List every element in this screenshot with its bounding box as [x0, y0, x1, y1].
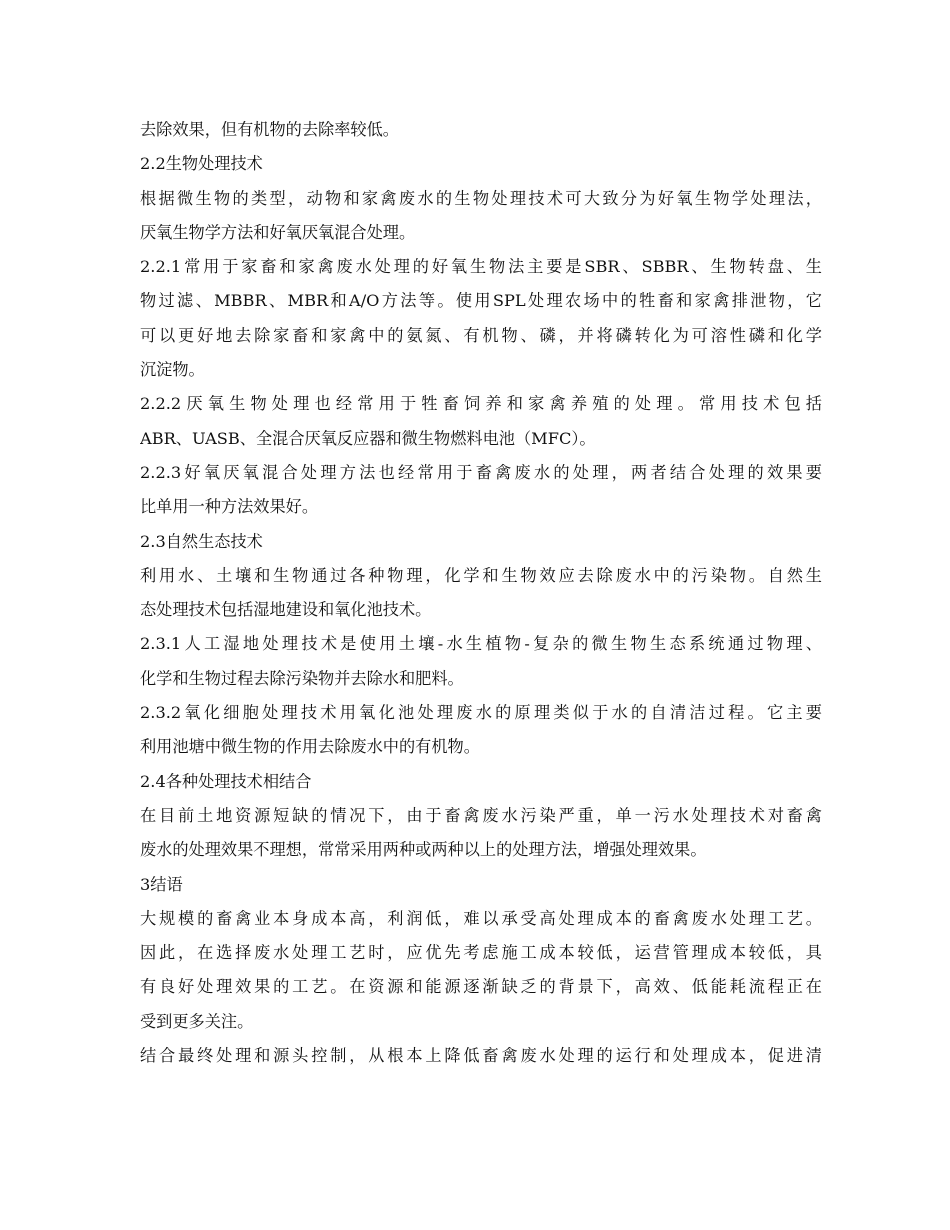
document-body	[140, 113, 822, 1073]
text-line: 因此，在选择废水处理工艺时，应优先考虑施工成本较低，运营管理成本较低，具	[140, 943, 822, 963]
text-line: 可以更好地去除家畜和家禽中的氨氮、有机物、磷，并将磷转化为可溶性磷和化学	[140, 325, 822, 345]
text-line: 利用池塘中微生物的作用去除废水中的有机物。	[140, 737, 480, 757]
text-line: 大规模的畜禽业本身成本高，利润低，难以承受高处理成本的畜禽废水处理工艺。	[140, 908, 822, 928]
text-line: 2.2.1常用于家畜和家禽废水处理的好氧生物法主要是SBR、SBBR、生物转盘、生	[140, 257, 822, 277]
text-line: 2.3.2氧化细胞处理技术用氧化池处理废水的原理类似于水的自清洁过程。它主要	[140, 703, 822, 723]
text-line: 厌氧生物学方法和好氧厌氧混合处理。	[140, 222, 416, 242]
text-line: 2.2生物处理技术	[140, 154, 263, 174]
text-line: 去除效果，但有机物的去除率较低。	[140, 120, 399, 139]
text-line: 受到更多关注。	[140, 1011, 254, 1031]
text-line: 态处理技术包括湿地建设和氧化池技术。	[140, 600, 432, 620]
text-line: 3结语	[140, 874, 183, 894]
text-line: ABR、UASB、全混合厌氧反应器和微生物燃料电池（MFC）。	[140, 428, 596, 448]
text-line: 在目前土地资源短缺的情况下，由于畜禽废水污染严重，单一污水处理技术对畜禽	[140, 805, 822, 825]
text-line: 利用水、土壤和生物通过各种物理，化学和生物效应去除废水中的污染物。自然生	[140, 565, 822, 585]
text-line: 沉淀物。	[140, 360, 205, 380]
text-line: 2.4各种处理技术相结合	[140, 771, 312, 791]
text-line: 2.3自然生态技术	[140, 531, 263, 551]
text-line: 比单用一种方法效果好。	[140, 497, 319, 517]
text-line: 结合最终处理和源头控制，从根本上降低畜禽废水处理的运行和处理成本，促进清	[140, 1046, 822, 1066]
text-line: 2.2.2厌氧生物处理也经常用于牲畜饲养和家禽养殖的处理。常用技术包括	[140, 394, 822, 414]
text-line: 废水的处理效果不理想，常常采用两种或两种以上的处理方法，增强处理效果。	[140, 840, 707, 860]
text-line: 2.2.3好氧厌氧混合处理方法也经常用于畜禽废水的处理，两者结合处理的效果要	[140, 462, 822, 482]
text-line: 化学和生物过程去除污染物并去除水和肥料。	[140, 668, 464, 688]
text-line: 物过滤、MBBR、MBR和A/O方法等。使用SPL处理农场中的牲畜和家禽排泄物，它	[140, 291, 822, 311]
text-line: 2.3.1人工湿地处理技术是使用土壤-水生植物-复杂的微生物生态系统通过物理、	[140, 634, 822, 654]
text-line: 有良好处理效果的工艺。在资源和能源逐渐缺乏的背景下，高效、低能耗流程正在	[140, 977, 822, 997]
text-line: 根据微生物的类型，动物和家禽废水的生物处理技术可大致分为好氧生物学处理法，	[140, 188, 822, 208]
